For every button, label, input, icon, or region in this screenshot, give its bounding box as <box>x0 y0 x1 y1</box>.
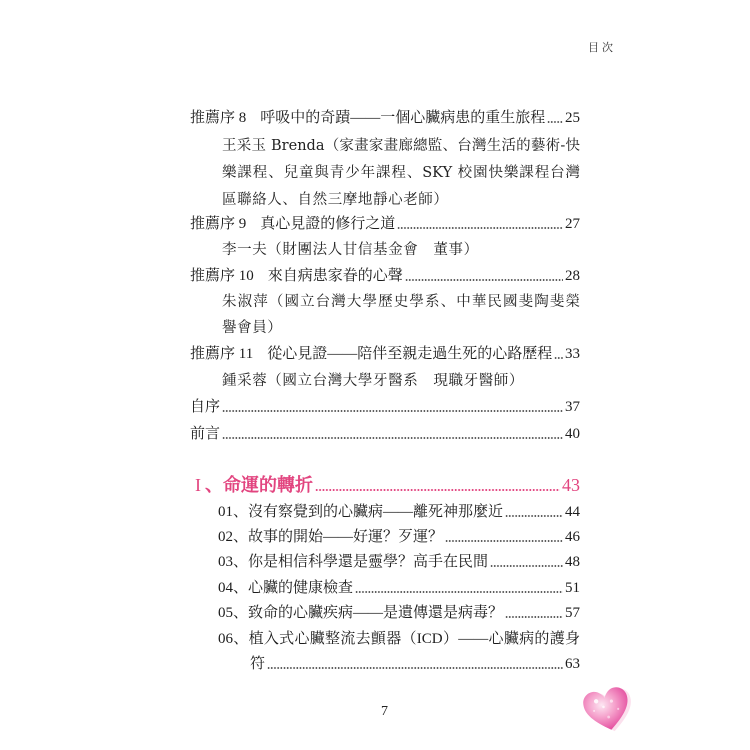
page-number: 46 <box>565 529 580 545</box>
chapter-title: 02、故事的開始——好運？歹運？ <box>218 529 444 545</box>
foreword-author-line: 李一夫（財團法人甘信基金會 董事） <box>222 242 479 258</box>
page-number: 28 <box>565 268 580 284</box>
leader-dots <box>267 667 563 669</box>
foreword-label: 推薦序 11 <box>190 346 254 362</box>
toc-section-label: 目次 <box>588 42 616 54</box>
page-number: 27 <box>565 216 580 232</box>
chapter-title: 符 <box>250 656 266 672</box>
leader-dots <box>397 227 563 229</box>
leader-dots <box>490 565 563 567</box>
foreword-title: 呼吸中的奇蹟——一個心臟病患的重生旅程 <box>260 110 546 126</box>
page-number: 43 <box>562 475 580 495</box>
toc-entry-preface <box>190 396 580 418</box>
leader-dots <box>355 591 563 593</box>
page-number-footer: 7 <box>381 704 388 719</box>
foreword-author-line: 朱淑萍（國立台灣大學歷史學系、中華民國斐陶斐榮 <box>222 294 580 310</box>
page-number: 57 <box>565 605 580 621</box>
chapter-title: 05、致命的心臟疾病——是遺傳還是病毒？ <box>218 605 504 621</box>
toc-entry-foreword-11 <box>190 343 580 365</box>
leader-dots <box>554 357 563 359</box>
toc-entry-introduction <box>190 423 580 445</box>
foreword-label: 推薦序 9 <box>190 216 247 232</box>
part-title: 、命運的轉折 <box>205 475 313 495</box>
part-numeral: I <box>195 475 201 495</box>
leader-dots <box>505 616 563 618</box>
toc-entry-chapter-04 <box>218 577 580 599</box>
leader-dots <box>547 121 563 123</box>
page-number: 37 <box>565 399 580 415</box>
foreword-label: 推薦序 10 <box>190 268 254 284</box>
foreword-author-line: 樂課程、兒童與青少年課程、SKY 校園快樂課程台灣 <box>222 165 580 181</box>
toc-entry-chapter-02 <box>218 526 580 548</box>
introduction-title: 前言 <box>190 426 221 442</box>
foreword-title: 從心見證——陪伴至親走過生死的心路歷程 <box>267 346 553 362</box>
page-number: 33 <box>565 346 580 362</box>
page-number: 48 <box>565 554 580 570</box>
preface-title: 自序 <box>190 399 221 415</box>
toc-entry-foreword-10 <box>190 265 580 287</box>
toc-entry-chapter-05 <box>218 602 580 624</box>
toc-part-heading <box>195 472 580 498</box>
foreword-author-line: 區聯絡人、自然三摩地靜心老師） <box>222 192 449 208</box>
page-number: 51 <box>565 580 580 596</box>
toc-entry-chapter-06-line-1: 06、植入式心臟整流去顫器（ICD）——心臟病的護身 <box>218 631 580 647</box>
chapter-title: 03、你是相信科學還是靈學？高手在民間 <box>218 554 489 570</box>
foreword-title: 真心見證的修行之道 <box>260 216 396 232</box>
leader-dots <box>405 279 563 281</box>
foreword-author-line: 王采玉 Brenda（家畫家畫廊總監、台灣生活的藝術-快 <box>222 138 580 154</box>
toc-entry-foreword-8 <box>190 107 580 129</box>
leader-dots <box>505 515 563 517</box>
toc-entry-chapter-03 <box>218 551 580 573</box>
page-number: 63 <box>565 656 580 672</box>
leader-dots <box>222 410 563 412</box>
toc-entry-chapter-01 <box>218 501 580 523</box>
heart-decoration <box>580 684 636 734</box>
page-number: 44 <box>565 504 580 520</box>
page-number: 40 <box>565 426 580 442</box>
foreword-label: 推薦序 8 <box>190 110 247 126</box>
foreword-title: 來自病患家眷的心聲 <box>267 268 403 284</box>
leader-dots <box>445 540 563 542</box>
foreword-author-line: 譽會員） <box>222 320 283 336</box>
toc-entry-chapter-06-line-2 <box>250 653 580 675</box>
heart-icon <box>581 685 633 734</box>
chapter-title: 04、心臟的健康檢查 <box>218 580 354 596</box>
page-number: 25 <box>565 110 580 126</box>
leader-dots <box>222 437 563 439</box>
toc-entry-foreword-9 <box>190 213 580 235</box>
chapter-title: 01、沒有察覺到的心臟病——離死神那麼近 <box>218 504 504 520</box>
foreword-author-line: 鍾采蓉（國立台灣大學牙醫系 現職牙醫師） <box>222 373 524 389</box>
leader-dots <box>315 489 560 491</box>
